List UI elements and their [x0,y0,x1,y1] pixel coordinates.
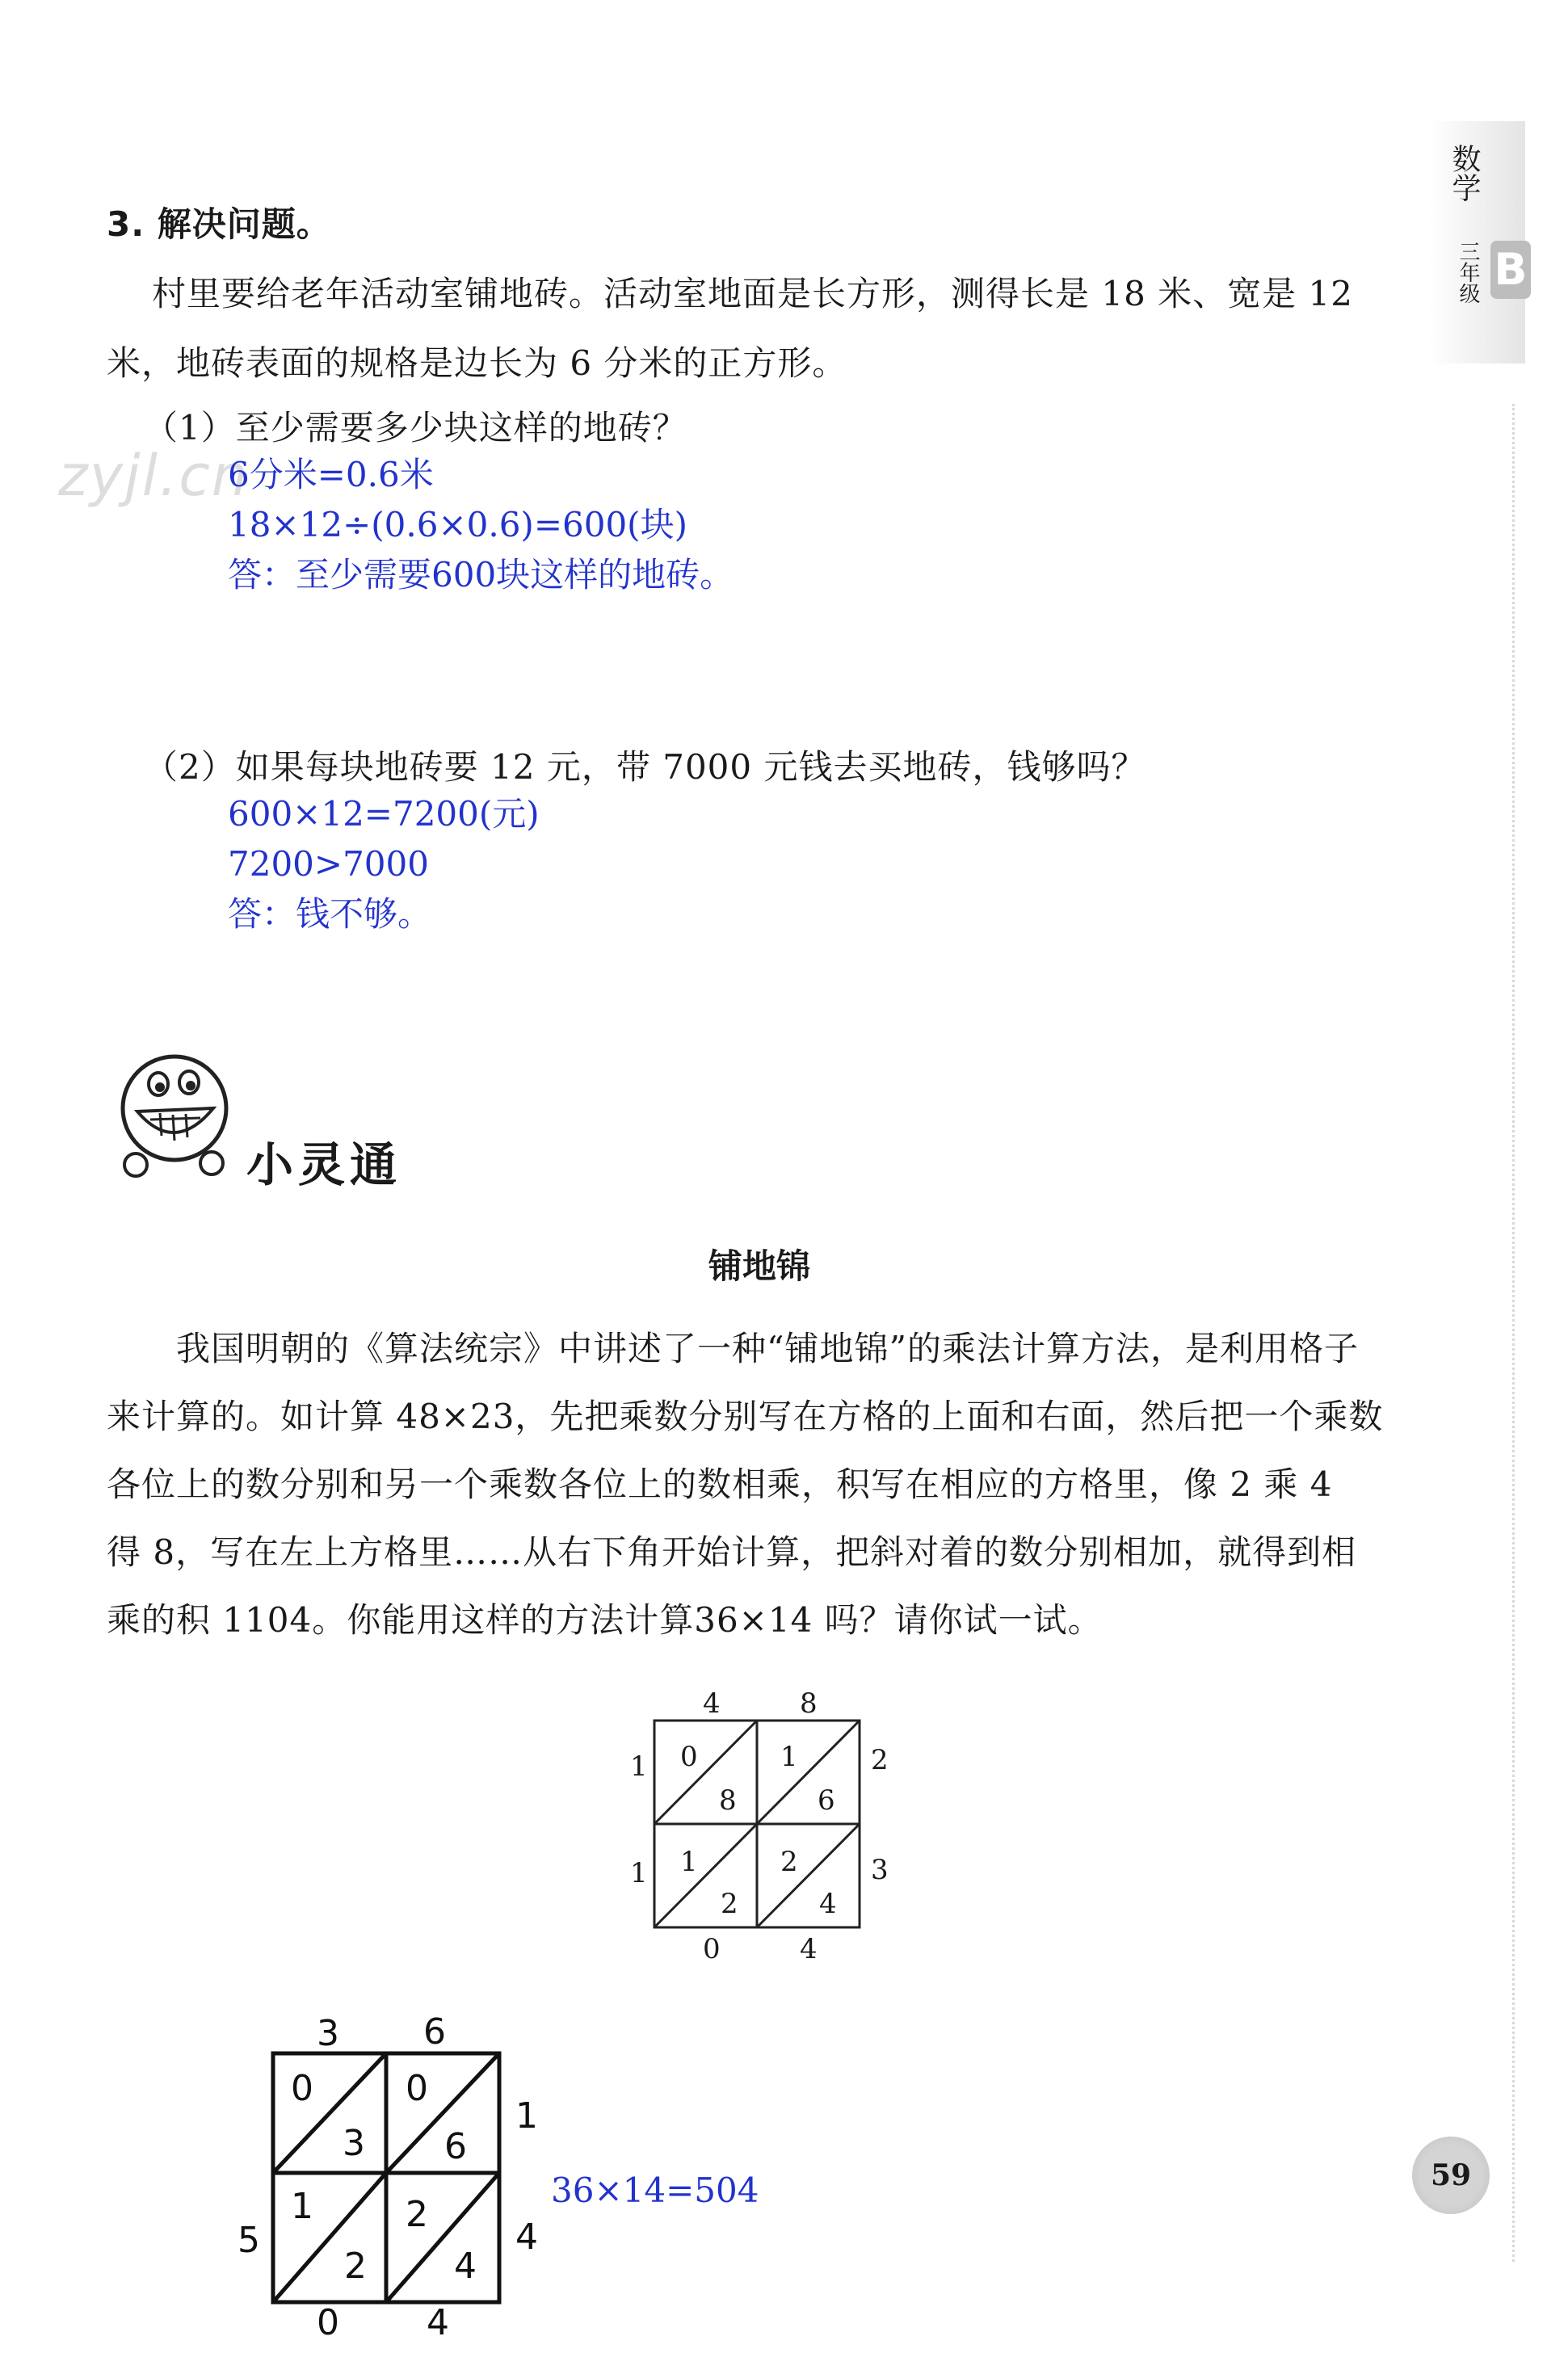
question-2: （2）如果每块地砖要 12 元，带 7000 元钱去买地砖，钱够吗？ [144,747,1146,787]
example-cell-digit: 2 [780,1846,798,1878]
example-cell-digit: 6 [818,1784,835,1817]
answer-cell-digit: 3 [343,2123,365,2164]
example-lattice-grid [622,1680,913,1971]
problem-heading: 3. 解决问题。 [107,204,331,244]
example-top-digit: 4 [703,1687,721,1720]
page-number: 59 [1412,2137,1490,2214]
example-right-digit: 2 [871,1744,889,1776]
dotted-rule [1512,404,1515,2262]
grade-label: 三年级 [1456,241,1480,304]
answer-result: 36×14=504 [551,2170,759,2210]
example-top-digit: 8 [800,1687,818,1720]
answer-1-line: 答：至少需要600块这样的地砖。 [228,555,734,595]
answer-2-line: 7200>7000 [228,844,429,884]
example-cell-digit: 8 [719,1784,737,1817]
story-line: 各位上的数分别和另一个乘数各位上的数相乘，积写在相应的方格里，像 2 乘 4 [107,1464,1333,1504]
story-line: 得 8，写在左上方格里……从右下角开始计算，把斜对着的数分别相加，就得到相 [107,1532,1357,1572]
problem-intro-line: 米，地砖表面的规格是边长为 6 分米的正方形。 [107,343,847,383]
answer-top-digit: 3 [317,2013,339,2054]
example-cell-digit: 4 [819,1888,837,1920]
answer-1-line: 18×12÷(0.6×0.6)=600(块) [228,505,687,544]
answer-cell-digit: 6 [444,2126,467,2167]
answer-cell-digit: 4 [454,2246,477,2287]
answer-left-digit: 5 [238,2220,260,2261]
answer-bottom-digit: 0 [317,2302,339,2343]
example-bottom-digit: 0 [703,1933,721,1965]
answer-cell-digit: 0 [291,2068,313,2109]
question-1: （1）至少需要多少块这样的地砖？ [144,408,687,448]
answer-lattice-grid [226,2011,565,2367]
story-line: 乘的积 1104。你能用这样的方法计算36×14 吗？请你试一试。 [107,1600,1103,1640]
answer-2-line: 答：钱不够。 [228,894,432,934]
problem-intro-line: 村里要给老年活动室铺地砖。活动室地面是长方形，测得长是 18 米、宽是 12 [152,274,1353,313]
example-left-digit: 1 [630,1857,648,1889]
story-line: 我国明朝的《算法统宗》中讲述了一种“铺地锦”的乘法计算方法，是利用格子 [176,1329,1359,1368]
answer-2-line: 600×12=7200(元) [228,794,540,834]
volume-badge: B [1490,241,1531,299]
answer-cell-digit: 2 [406,2194,428,2235]
example-cell-digit: 1 [680,1846,698,1878]
example-cell-digit: 1 [780,1741,798,1773]
mascot-icon [111,1042,249,1187]
example-cell-digit: 0 [680,1741,698,1773]
answer-cell-digit: 1 [291,2186,313,2227]
section-title: 小灵通 [246,1137,402,1192]
answer-bottom-digit: 4 [427,2302,449,2343]
example-cell-digit: 2 [721,1888,738,1920]
answer-top-digit: 6 [423,2011,446,2053]
example-left-digit: 1 [630,1750,648,1783]
answer-cell-digit: 2 [344,2246,367,2287]
example-right-digit: 3 [871,1854,889,1886]
subject-label: 数学 [1448,144,1481,202]
example-bottom-digit: 4 [800,1933,818,1965]
answer-right-digit: 4 [515,2217,538,2258]
answer-right-digit: 1 [515,2095,538,2137]
answer-cell-digit: 0 [406,2068,428,2109]
story-line: 来计算的。如计算 48×23，先把乘数分别写在方格的上面和右面，然后把一个乘数 [107,1397,1384,1436]
answer-1-line: 6分米=0.6米 [228,455,434,494]
watermark: zyjl.cn [58,443,250,509]
story-title: 铺地锦 [708,1246,810,1286]
